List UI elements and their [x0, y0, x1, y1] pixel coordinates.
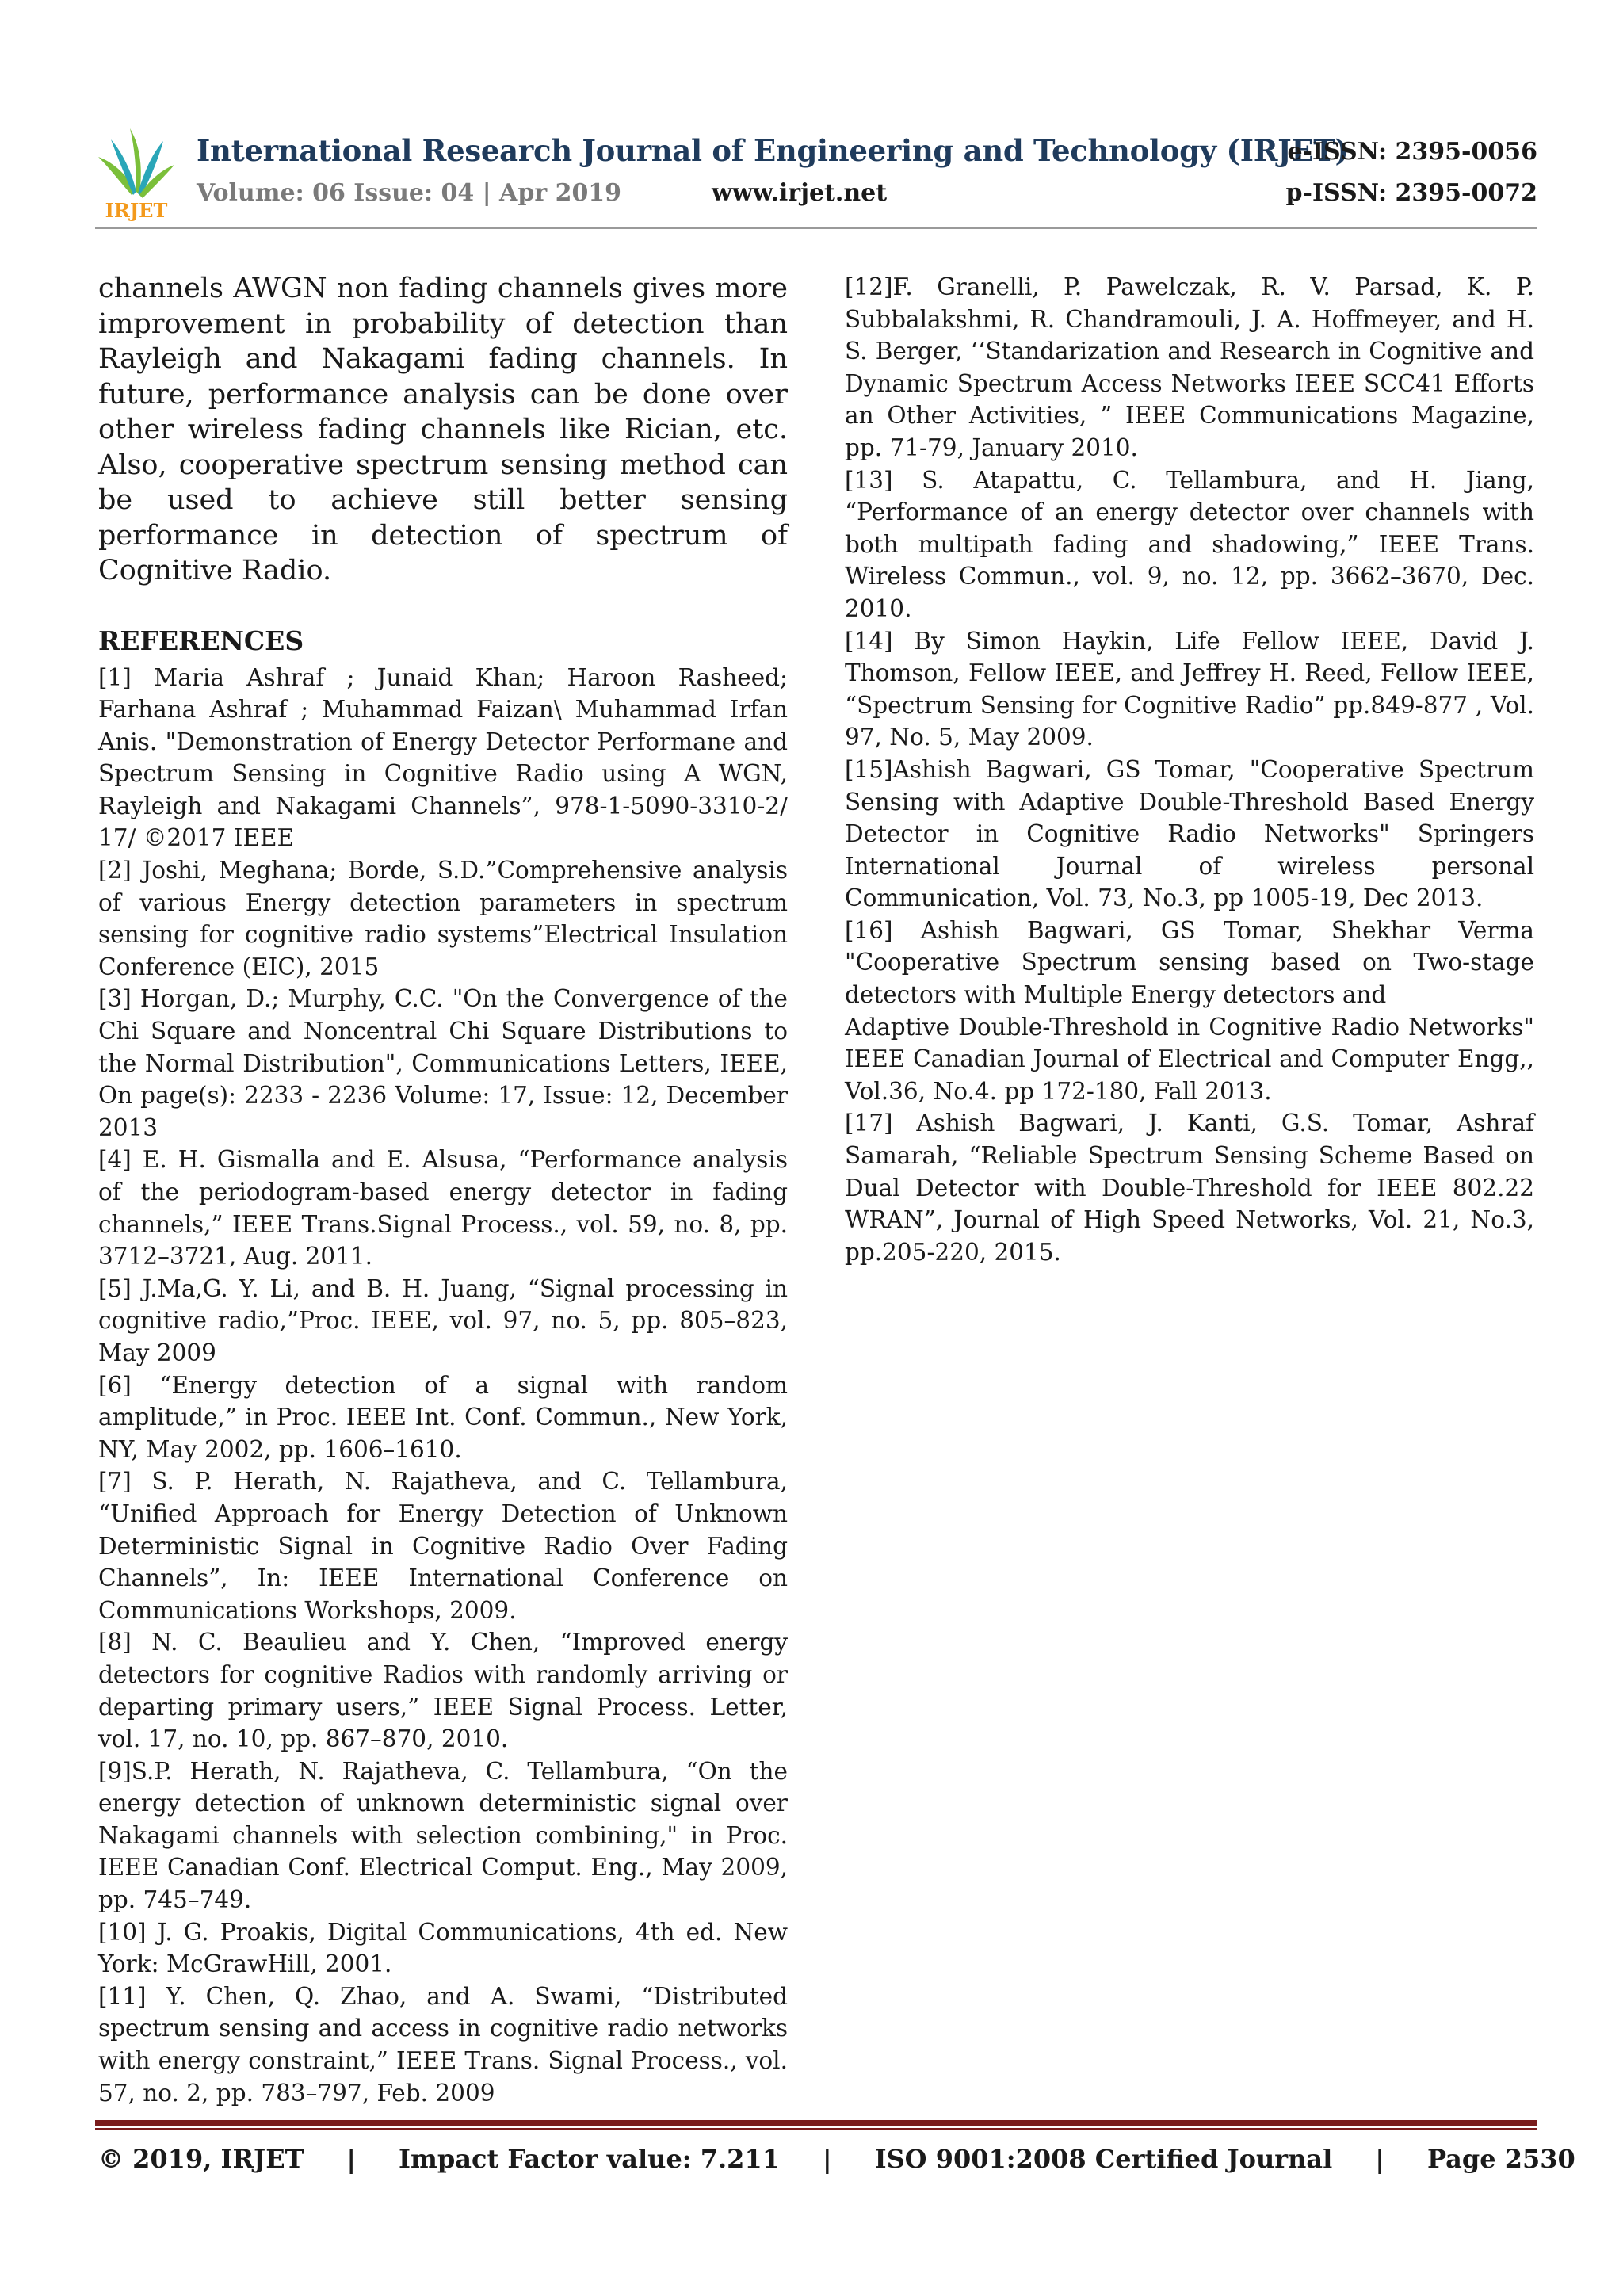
- references-list-left: [98, 662, 788, 2110]
- reference-item: [14] By Simon Haykin, Life Fellow IEEE, David J. Thomson, Fellow IEEE, and Jeffrey H. Reed, Fellow IEEE, “Spectrum Sensing for Cognitive Radio” pp.849-877 , Vol. 97, No. 5, May 2009.: [845, 627, 1534, 751]
- conclusion-paragraph: channels AWGN non fading channels gives more improvement in probability of detection than Rayleigh and Nakagami fading channels. In future, performance analysis can be done over other wireless fading channels like Rician, etc. Also, cooperative spectrum sensing method can be used to achieve still better sensing performance in detection of spectrum of Cognitive Radio.: [98, 273, 788, 586]
- header-divider: [95, 227, 1537, 229]
- reference-item: [13] S. Atapattu, C. Tellambura, and H. Jiang, “Performance of an energy detector over channels with both multipath fading and shadowing,” IEEE Trans. Wireless Commun., vol. 9, no. 12, pp. 3662–3670, Dec. 2010.: [845, 466, 1534, 622]
- reference-item: [12]F. Granelli, P. Pawelczak, R. V. Parsad, K. P. Subbalakshmi, R. Chandramouli, J. A. Hoffmeyer, and H. S. Berger, ‘‘Standarization and Research in Cognitive and Dynamic Spectrum Access Networks IEEE SCC41 Efforts an Other Activities, ” IEEE Communications Magazine, pp. 71-79, January 2010.: [845, 273, 1534, 461]
- footer-impact-factor: Impact Factor value: 7.211: [399, 2144, 780, 2174]
- reference-item: [11] Y. Chen, Q. Zhao, and A. Swami, “Distributed spectrum sensing and access in cognitive radio networks with energy constraint,” IEEE Trans. Signal Process., vol. 57, no. 2, pp. 783–797, Feb. 2009: [98, 1982, 788, 2107]
- footer-page-number: Page 2530: [1426, 2144, 1575, 2174]
- footer-divider-thin: [95, 2128, 1537, 2130]
- reference-item: [4] E. H. Gismalla and E. Alsusa, “Performance analysis of the periodogram-based energy detector in fading channels,” IEEE Trans.Signal Process., vol. 59, no. 8, pp. 3712–3721, Aug. 2011.: [98, 1146, 788, 1270]
- reference-item: [3] Horgan, D.; Murphy, C.C. "On the Convergence of the Chi Square and Noncentral Chi Square Distributions to the Normal Distribution", Communications Letters, IEEE, On page(s): 2233 - 2236 Volume: 17, Issue: 12, December 2013: [98, 985, 788, 1141]
- reference-item: [15]Ashish Bagwari, GS Tomar, "Cooperative Spectrum Sensing with Adaptive Double-Threshold Based Energy Detector in Cognitive Radio Networks" Springers International Journal of wireless personal Communication, Vol. 73, No.3, pp 1005-19, Dec 2013.: [845, 755, 1534, 912]
- page-header: [95, 119, 1537, 222]
- reference-item: [16] Ashish Bagwari, GS Tomar, Shekhar Verma "Cooperative Spectrum sensing based on Two-stage detectors with Multiple Energy detectors and: [845, 916, 1534, 1009]
- p-issn: p-ISSN: 2395-0072: [1285, 179, 1537, 207]
- reference-item: [6] “Energy detection of a signal with random amplitude,” in Proc. IEEE Int. Conf. Commun., New York, NY, May 2002, pp. 1606–1610.: [98, 1371, 788, 1463]
- reference-item: [9]S.P. Herath, N. Rajatheva, C. Tellambura, “On the energy detection of unknown deterministic signal over Nakagami channels with selection combining," in Proc. IEEE Canadian Conf. Electrical Comput. Eng., May 2009, pp. 745–749.: [98, 1757, 788, 1914]
- footer-separator: |: [346, 2144, 357, 2174]
- reference-item: [17] Ashish Bagwari, J. Kanti, G.S. Tomar, Ashraf Samarah, “Reliable Spectrum Sensing Scheme Based on Dual Detector with Double-Threshold for IEEE 802.22 WRAN”, Journal of High Speed Networks, Vol. 21, No.3, pp.205-220, 2015.: [845, 1110, 1534, 1266]
- footer-copyright: © 2019, IRJET: [98, 2144, 304, 2174]
- journal-title: International Research Journal of Engineering and Technology (IRJET): [197, 133, 1349, 168]
- reference-item: Adaptive Double-Threshold in Cognitive Radio Networks" IEEE Canadian Journal of Electrical and Computer Engg,, Vol.36, No.4. pp 172-180, Fall 2013.: [845, 1013, 1534, 1105]
- logo-text: IRJET: [105, 199, 168, 222]
- reference-item: [2] Joshi, Meghana; Borde, S.D.”Comprehensive analysis of various Energy detection parameters in spectrum sensing for cognitive radio systems”Electrical Insulation Conference (EIC), 2015: [98, 857, 788, 980]
- journal-website[interactable]: www.irjet.net: [712, 179, 888, 207]
- footer-divider: [95, 2120, 1537, 2126]
- footer-separator: |: [822, 2144, 832, 2174]
- e-issn: e-ISSN: 2395-0056: [1287, 138, 1537, 166]
- reference-item: [8] N. C. Beaulieu and Y. Chen, “Improved energy detectors for cognitive Radios with randomly arriving or departing primary users,” IEEE Signal Process. Letter, vol. 17, no. 10, pp. 867–870, 2010.: [98, 1629, 788, 1753]
- reference-item: [7] S. P. Herath, N. Rajatheva, and C. Tellambura, “Unified Approach for Energy Detection of Unknown Deterministic Signal in Cognitive Radio Over Fading Channels”, In: IEEE International Conference on Communications Workshops, 2009.: [98, 1468, 788, 1624]
- reference-item: [10] J. G. Proakis, Digital Communications, 4th ed. New York: McGrawHill, 2001.: [98, 1918, 788, 1978]
- reference-item: [5] J.Ma,G. Y. Li, and B. H. Juang, “Signal processing in cognitive radio,”Proc. IEEE, vol. 97, no. 5, pp. 805–823, May 2009: [98, 1274, 788, 1366]
- references-list-right: [845, 271, 1534, 1268]
- footer-iso: ISO 9001:2008 Certified Journal: [874, 2144, 1333, 2174]
- volume-issue: Volume: 06 Issue: 04 | Apr 2019: [197, 179, 622, 207]
- reference-item: [1] Maria Ashraf ; Junaid Khan; Haroon Rasheed; Farhana Ashraf ; Muhammad Faizan\ Muhammad Irfan Anis. "Demonstration of Energy Detector Performane and Spectrum Sensing in Cognitive Radio using A WGN, Rayleigh and Nakagami Channels”, 978-1-5090-3310-2/ 17/ ©2017 IEEE: [98, 663, 788, 852]
- right-column: [845, 271, 1534, 1268]
- references-heading: REFERENCES: [98, 625, 304, 656]
- left-column: [98, 271, 788, 2109]
- footer-separator: |: [1375, 2144, 1384, 2174]
- page-footer: [98, 2144, 1575, 2174]
- irjet-logo: [95, 119, 178, 222]
